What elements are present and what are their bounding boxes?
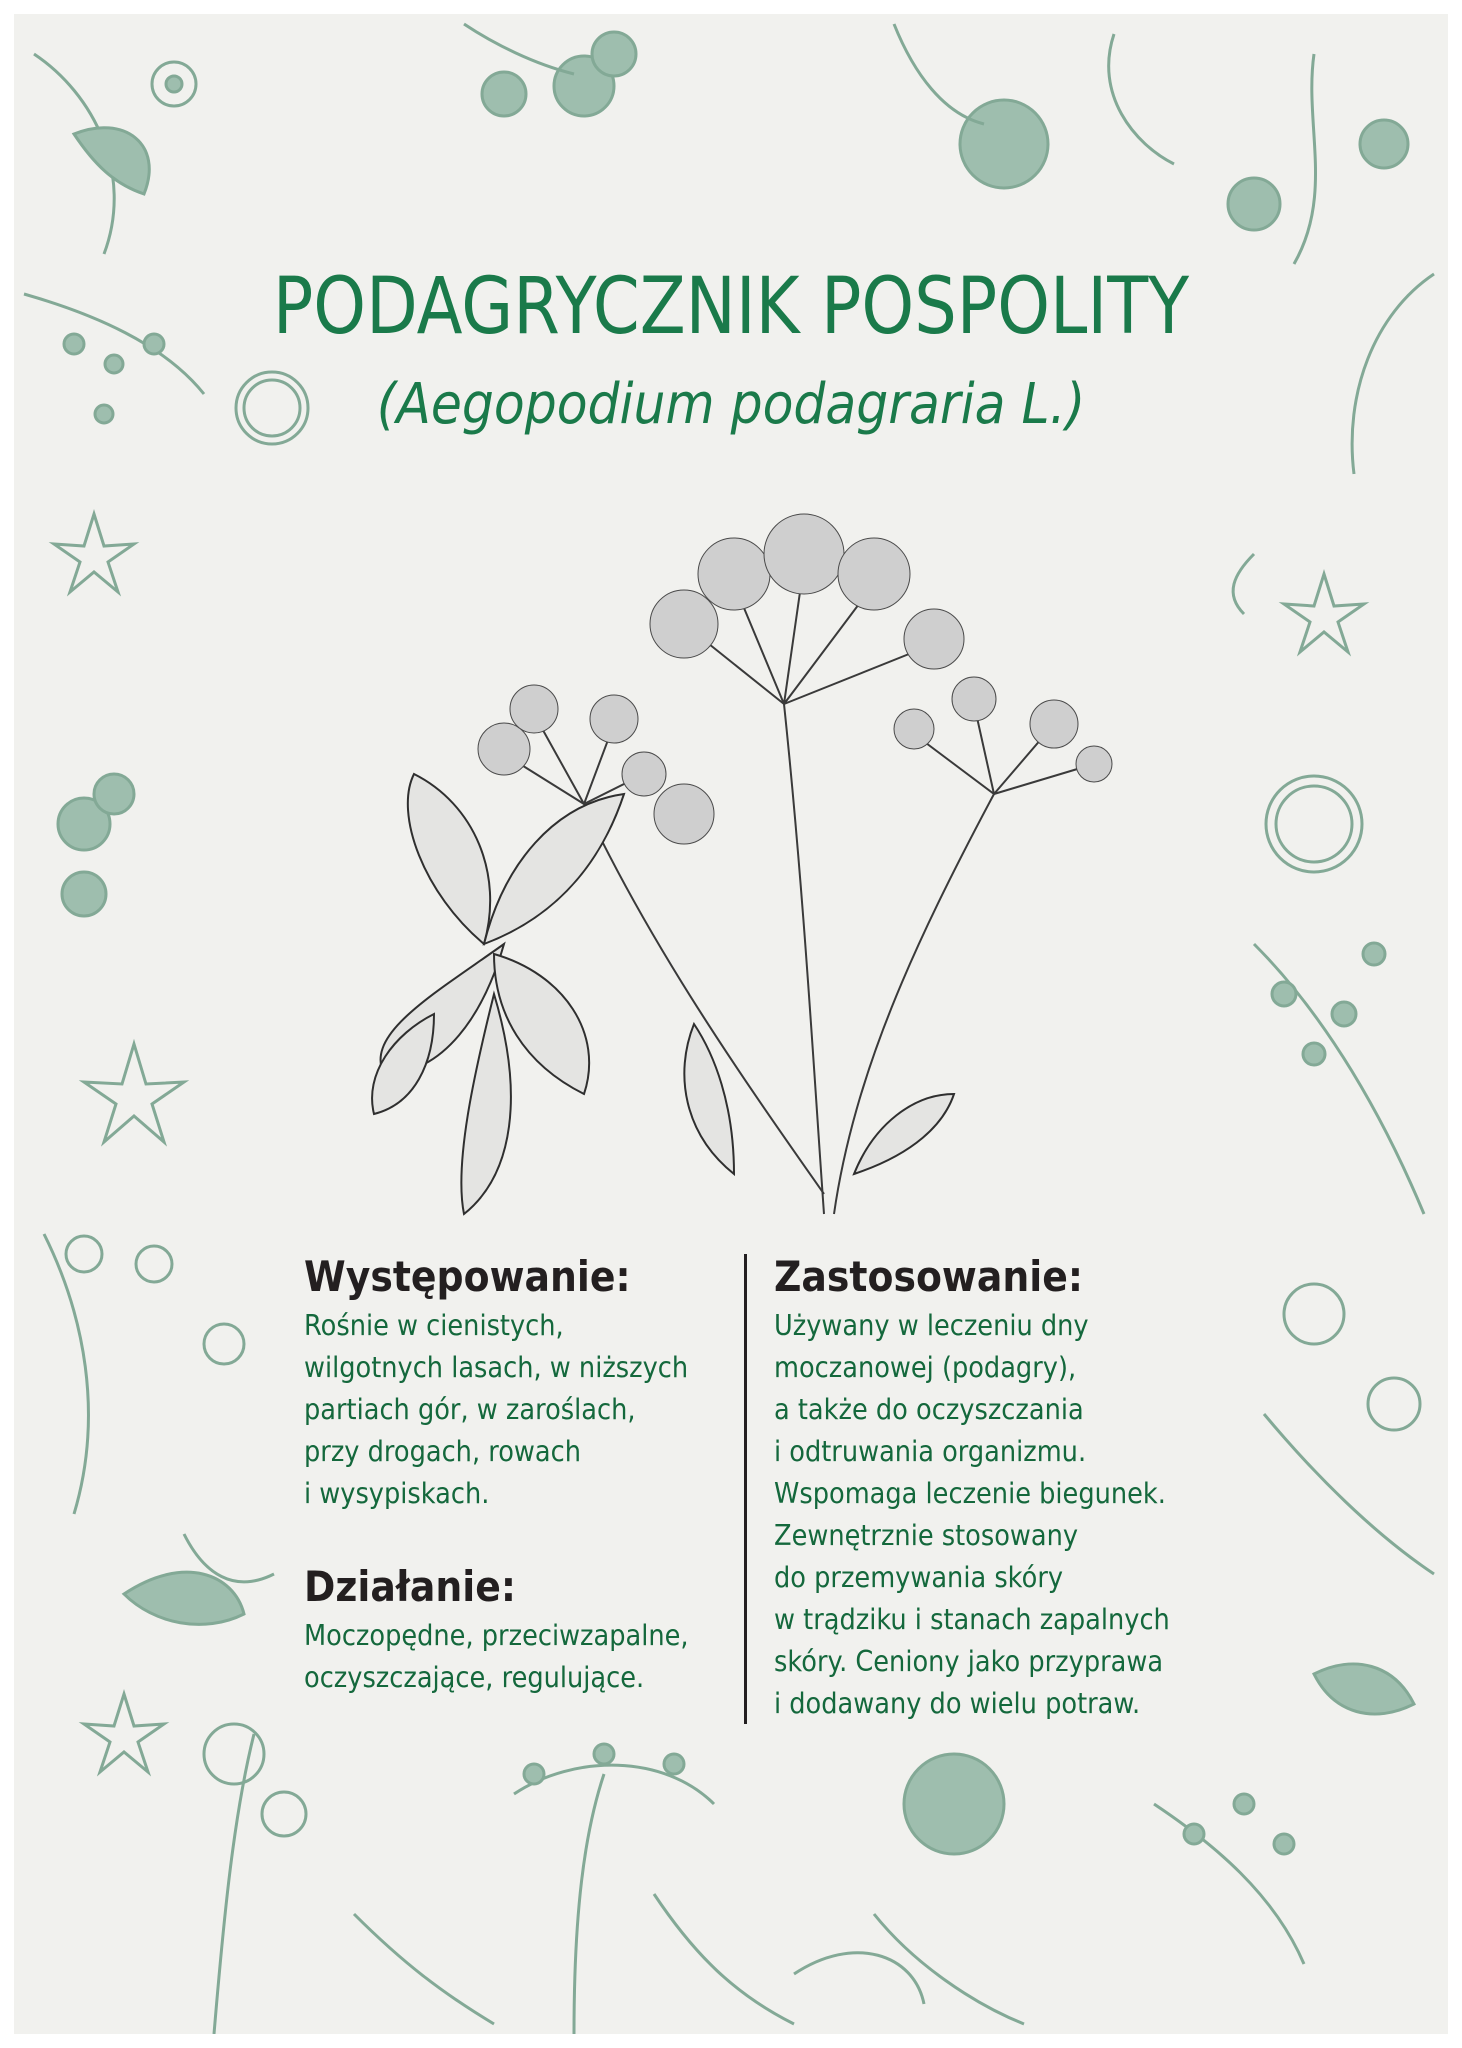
usage-section xyxy=(774,1252,1214,1725)
occurrence-text: Rośnie w cienistych, wilgotnych lasach, w niższych partiach gór, w zaroślach, przy drogach, rowach i wysypiskach. xyxy=(304,1309,689,1510)
action-heading: Działanie: xyxy=(304,1562,517,1611)
occurrence-heading: Występowanie: xyxy=(304,1252,631,1301)
usage-text: Używany w leczeniu dny moczanowej (podagry), a także do oczyszczania i odtruwania organizmu. Wspomaga leczenie biegunek. Zewnętrznie stosowany do przemywania skóry w trądziku i stanach zapalnych skóry. Ceniony jako przyprawa i dodawany do wielu potraw. xyxy=(774,1309,1170,1720)
occurrence-section xyxy=(304,1252,731,1515)
poster xyxy=(14,14,1448,2034)
page-title: PODAGRYCZNIK POSPOLITY xyxy=(272,262,1190,352)
column-divider xyxy=(744,1254,747,1724)
usage-heading: Zastosowanie: xyxy=(774,1252,1083,1301)
ground-elder-plant-illustration xyxy=(354,474,1134,1234)
latin-name-subtitle: (Aegopodium podagraria L.) xyxy=(376,372,1086,437)
action-text: Moczopędne, przeciwzapalne, oczyszczające, regulujące. xyxy=(304,1619,689,1694)
action-section xyxy=(304,1562,731,1699)
